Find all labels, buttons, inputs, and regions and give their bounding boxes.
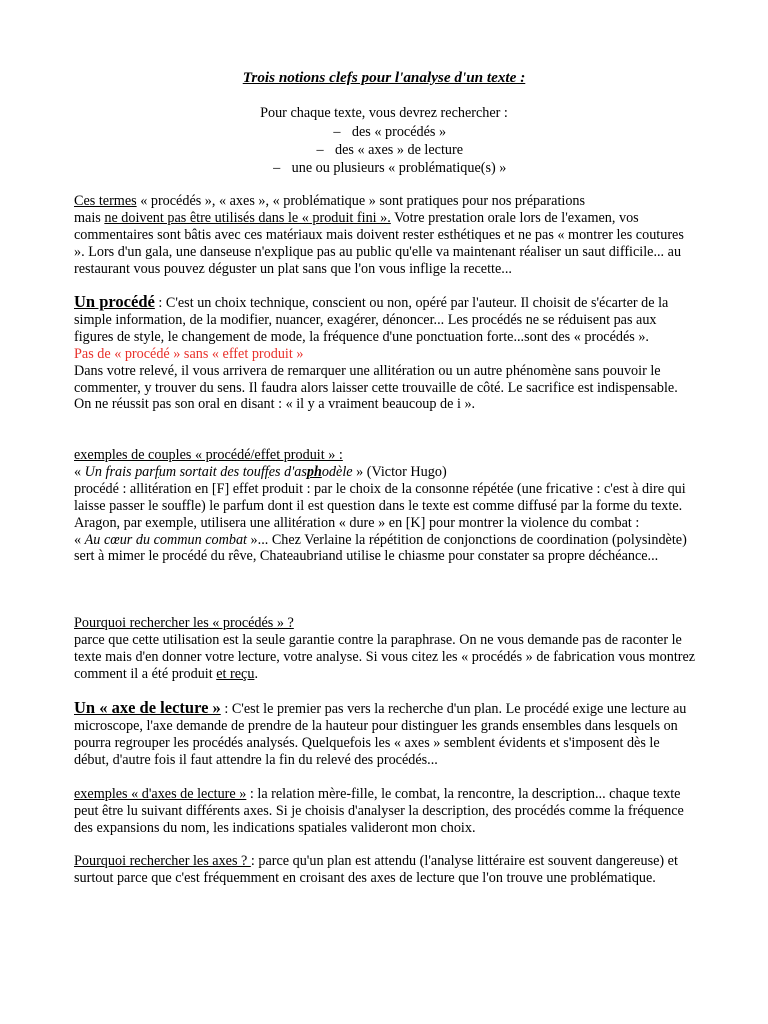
exemples-aragon: Aragon, par exemple, utilisera une allitération « dure » en [K] pour montrer la violence du combat : (74, 514, 640, 531)
quote-author: » (Victor Hugo) (352, 463, 447, 480)
hugo-quote (74, 464, 698, 481)
pourquoi-procedes-end: et reçu (216, 665, 255, 682)
procede-section (74, 294, 698, 413)
quote-text (85, 464, 353, 480)
dash: – (273, 160, 281, 176)
termes-text: « procédés », « axes », « problématique » sont pratiques pour nos préparations (136, 193, 586, 209)
pourquoi-procedes-dot: . (254, 665, 258, 682)
intro-lead: Pour chaque texte, vous devrez rechercher : (260, 105, 508, 121)
exemples-analyse: procédé : allitération en [F] effet produit : par le choix de la consonne répétée (une fricative : c'est à dire qui laisse passer le souffle) le parfum dont il est question dans le texte est comme diffusé par la forme du texte. (74, 480, 686, 514)
procede-warning: Pas de « procédé » sans « effet produit » (74, 345, 304, 362)
dash: – (316, 142, 324, 158)
exemples-axes-text: : la relation mère-fille, le combat, la rencontre, la description... chaque texte peut être lu suivant différents axes. Si je choisis d'analyser la description, des procédés comme la fréquence des expansions du nom, les indications spatiales valideront mon choix. (74, 786, 684, 836)
quote-highlight: ph (306, 463, 322, 480)
exemples-heading: exemples de couples « procédé/effet produit » : (74, 447, 343, 463)
pourquoi-procedes-text: parce que cette utilisation est la seule garantie contre la paraphrase. On ne vous demande pas de raconter le texte mais d'en donner votre lecture, votre analyse. Si vous citez les « procédés » de fabrication vous montrez comment il a été produit (74, 631, 696, 682)
exemples-verlaine-text: »... Chez Verlaine la répétition de conjonctions de coordination (polysindète) sert à mimer le procédé du rêve, Chateaubriand utilise le chiasme pour constater sa propre déchéance... (74, 531, 687, 565)
pourquoi-procedes-section (74, 615, 698, 683)
intro-item-label: des « axes » de lecture (334, 142, 464, 158)
procede-definition: : C'est un choix technique, conscient ou non, opéré par l'auteur. Il choisit de s'écarter de la simple information, de la modifier, nuancer, exagérer, dénoncer... Les procédés ne se réduisent pas aux figures de style, le changement de mode, la fréquence d'une ponctuation forte...sont des « procédés ». (74, 295, 669, 345)
quote-part: Un frais par (84, 463, 155, 480)
quote-part: um sortait des tou (158, 463, 261, 480)
termes-text: Votre prestation orale lors de l'examen, vos commentaires sont bâtis avec ces matériaux mais doivent rester esthétiques et ne pas « montrer les coutures ». Lors d'un gala, une danseuse n'explique pas au public qu'elle va maintenant réaliser un saut difficile... au restaurant vous pouvez déguster un plat sans que l'on vous inflige la recette... (74, 209, 684, 277)
termes-label: Ces termes (74, 193, 137, 209)
pourquoi-axes-heading: Pourquoi rechercher les axes ? (74, 853, 251, 869)
intro-item (0, 124, 768, 141)
quote-text: Au cœur du commun combat (84, 531, 247, 548)
termes-warning: ne doivent pas être utilisés dans le « produit fini ». (104, 209, 391, 226)
axe-heading: Un « axe de lecture » (74, 698, 221, 717)
quote-part: es d'as (268, 463, 307, 480)
exemples-verlaine (74, 532, 698, 566)
procede-note: Dans votre relevé, il vous arrivera de remarquer une allitération ou un autre phénomène sans pouvoir le commenter, y trouver du sens. Il faudra alors laisser cette trouvaille de côté. Le sacrifice est indispensable. On ne réussit pas son oral en disant : « il y a vraiment beaucoup de i ». (74, 362, 678, 413)
pourquoi-axes-section (74, 853, 698, 887)
axe-section (74, 700, 698, 769)
exemples-section (74, 447, 698, 565)
axe-definition: : C'est le premier pas vers la recherche d'un plan. Le procédé exige une lecture au microscope, l'axe demande de prendre de la hauteur pour distinguer les grands ensembles dans lesquels on pourra regrouper les procédés analysés. Quelquefois les « axes » semblent évidents et s'imposent dès le début, d'autre fois il faut attendre la fin du relevé des procédés... (74, 701, 687, 768)
quote-highlight: f (154, 463, 159, 480)
intro-item-label: une ou plusieurs « problématique(s) » (291, 160, 507, 176)
intro-item (0, 142, 768, 159)
pourquoi-axes-text: : parce qu'un plan est attendu (l'analyse littéraire est souvent dangereuse) et surtout parce que c'est fréquemment en croisant des axes de lecture que l'on trouve une problématique. (74, 853, 678, 886)
exemples-axes-heading: exemples « d'axes de lecture » (74, 786, 247, 802)
quote-part: odèle (321, 463, 353, 480)
dash: – (333, 124, 341, 140)
page-title: Trois notions clefs pour l'analyse d'un texte : (242, 69, 526, 86)
quote-mark: « (74, 463, 85, 480)
procede-heading: Un procédé (74, 292, 155, 311)
intro-item-label: des « procédés » (351, 124, 447, 140)
quote-mark: « (74, 531, 85, 548)
quote-highlight: ff (260, 463, 269, 480)
exemples-axes-section (74, 786, 698, 837)
termes-paragraph (74, 193, 698, 278)
pourquoi-procedes-heading: Pourquoi rechercher les « procédés » ? (74, 615, 294, 631)
intro-item (0, 160, 768, 177)
termes-text: mais (74, 209, 105, 226)
